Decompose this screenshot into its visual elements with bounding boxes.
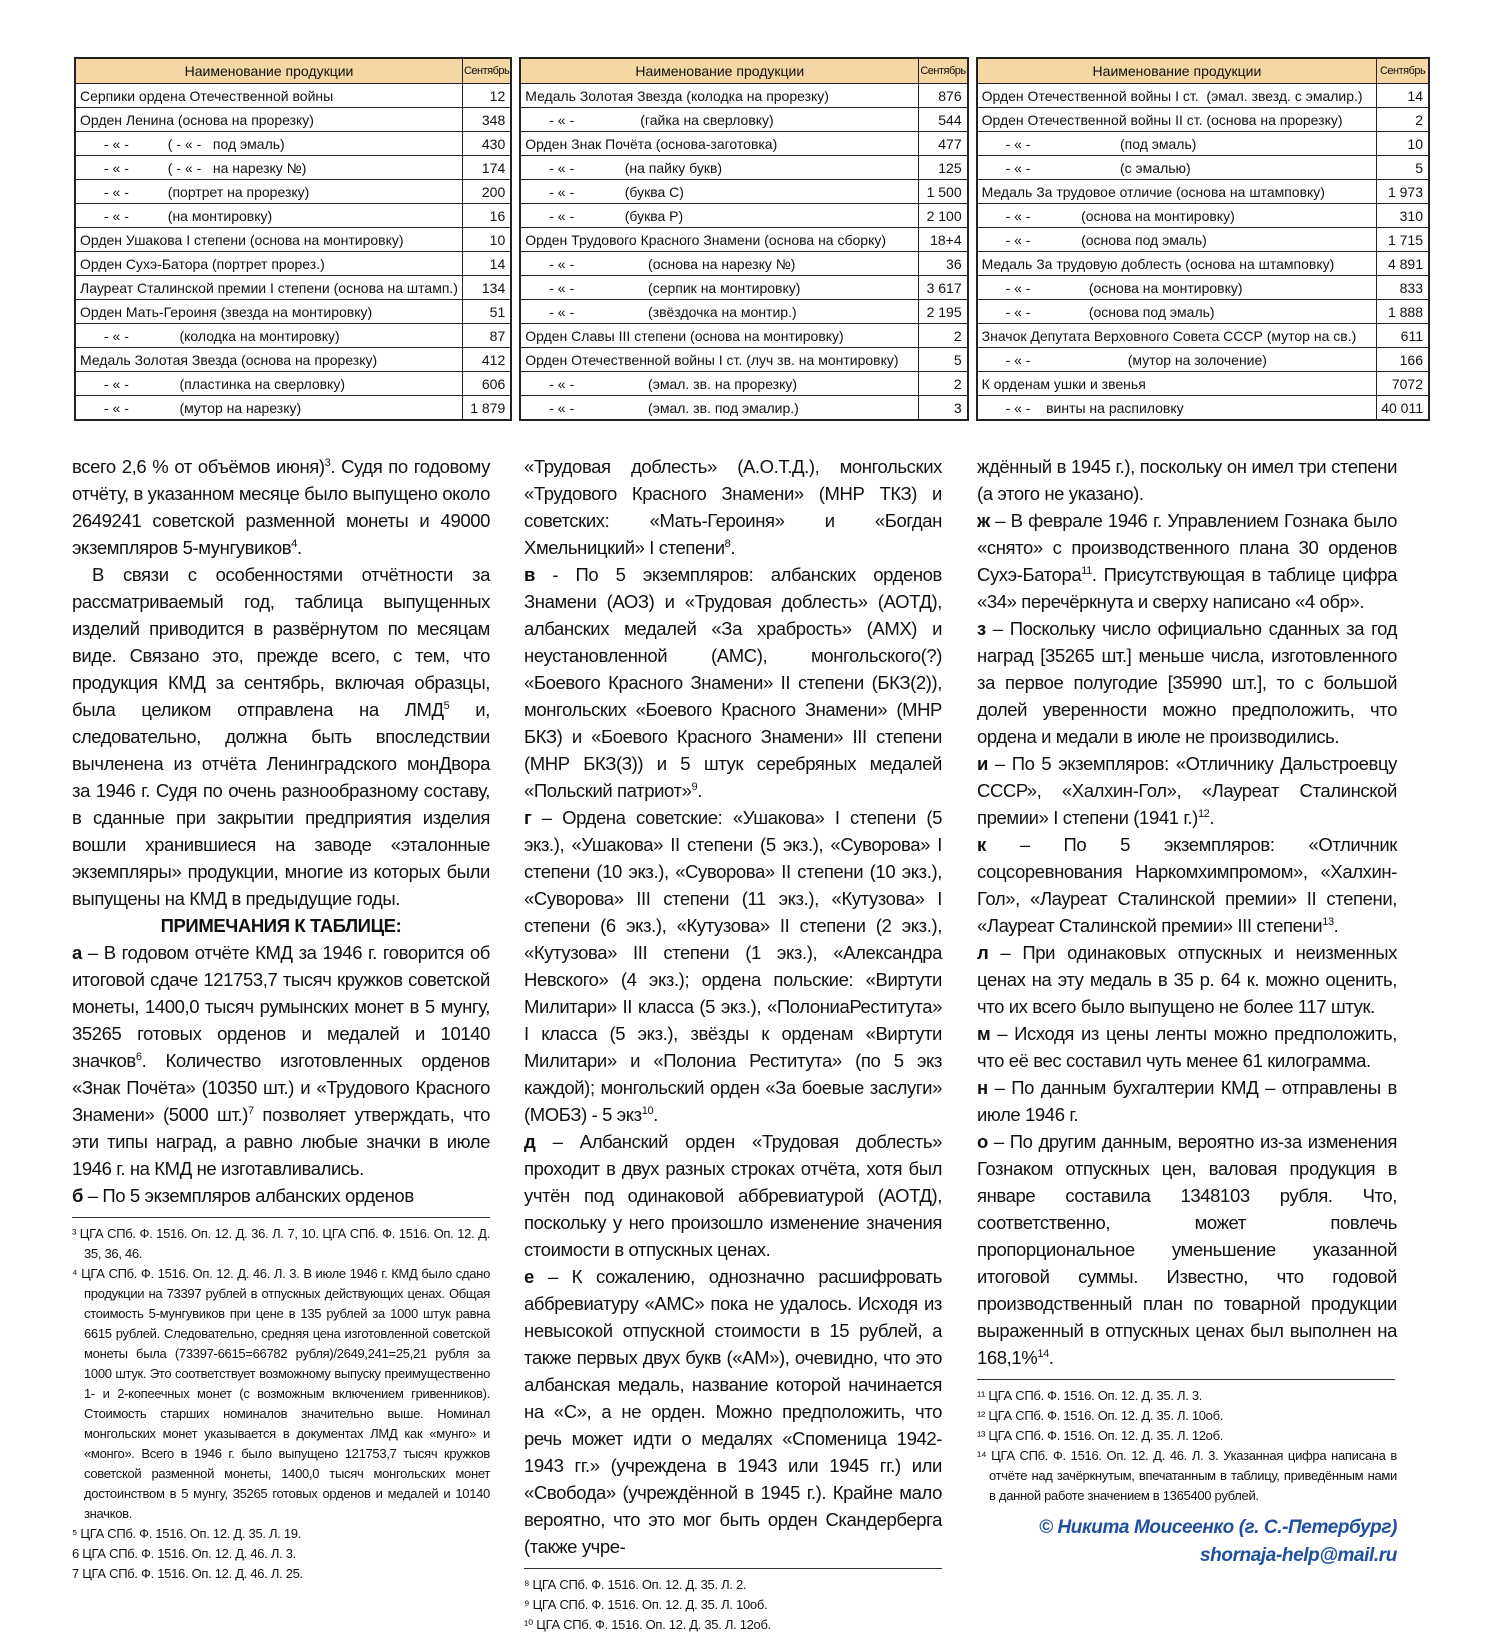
table-row xyxy=(977,372,1429,396)
note-n: н – По данным бухгалтерии КМД – отправлены в июле 1946 г. xyxy=(977,1077,1397,1125)
product-name: - « - (эмал. зв. на прорезку) xyxy=(520,372,919,396)
september-value: 12 xyxy=(462,84,511,108)
table-row xyxy=(977,132,1429,156)
table-row xyxy=(977,348,1429,372)
footnote: ⁴ ЦГА СПб. Ф. 1516. Оп. 12. Д. 46. Л. 3. В июле 1946 г. КМД было сдано продукции на 73397 рублей в отпускных действующих ценах. Общая стоимость 5-мунгувиков при цене в 135 рублей за 1000 штук равна 6615 рублей. Следовательно, средняя цена изготовленной советской монеты была (73397-6615=66782 рубля)/2649,241=25,21 рубля за 1000 штук. Это соответствует возможному выпуску преимущественно 1- и 2-копеечных монет (с возможным включением гривенников). Стоимость старших номиналов значительно выше. Номинал монгольских монет указывается в документах ЛМД как «мунго» и «монго». Всего в 1946 г. было выпущено 121753,7 тысяч кружков советской разменной монеты, 1400,0 тысяч монгольских монет достоинством в 5 мунгу, 35265 готовых орденов и медалей и 10140 значков. xyxy=(72,1266,490,1521)
table-row xyxy=(520,108,967,132)
table-row xyxy=(75,252,511,276)
product-name: - « - (эмал. зв. под эмалир.) xyxy=(520,396,919,421)
note-l: л – При одинаковых отпускных и неизменных ценах на эту медаль в 35 р. 64 к. можно оценить, что их всего было выпущено не более 117 штук. xyxy=(977,942,1397,1017)
paragraph: всего 2,6 % от объёмов июня)$^3$. Судя по годовому отчёту, в указанном месяце было выпущено около 2649241 советской разменной монеты и 49000 экземпляров 5-мунгувиков$^4$. xyxy=(72,456,491,558)
note-i: и – По 5 экземпляров: «Отличнику Дальстроевцу СССР», «Халхин-Гол», «Лауреат Сталинской премии» I степени (1941 г.)$^{12}$. xyxy=(977,753,1397,828)
footnote: ³ ЦГА СПб. Ф. 1516. Оп. 12. Д. 36. Л. 7, 10. ЦГА СПб. Ф. 1516. Оп. 12. Д. 35, 36, 46. xyxy=(72,1226,490,1261)
note-z: з – Поскольку число официально сданных за год наград [35265 шт.] меньше числа, изготовленного за первое полугодие [35990 шт.], то с большой долей уверенности можно предположить, что ордена и медали в июле не производились. xyxy=(977,618,1397,747)
september-value: 430 xyxy=(462,132,511,156)
september-value: 3 xyxy=(919,396,968,421)
product-name: - « - (основа на монтировку) xyxy=(977,276,1377,300)
september-value: 3 617 xyxy=(919,276,968,300)
product-name: Лауреат Сталинской премии I степени (основа на штамп.) xyxy=(75,276,462,300)
note-zh: ж – В феврале 1946 г. Управлением Гознака было «снято» с производственного плана 30 орденов Сухэ-Батора$^{11}$. Присутствующая в таблице цифра «34» перечёркнута и сверху написано «4 обр». xyxy=(977,510,1397,612)
september-value: 1 888 xyxy=(1377,300,1429,324)
table-row xyxy=(75,228,511,252)
september-value: 87 xyxy=(462,324,511,348)
september-value: 2 xyxy=(919,372,968,396)
september-value: 1 973 xyxy=(1377,180,1429,204)
table-row xyxy=(520,228,967,252)
table-row xyxy=(520,84,967,108)
product-name: - « - (серпик на монтировку) xyxy=(520,276,919,300)
product-name: - « - (на монтировку) xyxy=(75,204,462,228)
product-name: - « - (колодка на монтировку) xyxy=(75,324,462,348)
text-column-1 xyxy=(72,453,490,1584)
september-value: 14 xyxy=(462,252,511,276)
footnote: 6 ЦГА СПб. Ф. 1516. Оп. 12. Д. 46. Л. 3. xyxy=(72,1546,296,1561)
table-row xyxy=(977,204,1429,228)
table-row xyxy=(75,180,511,204)
product-name: Медаль За трудовое отличие (основа на штамповку) xyxy=(977,180,1377,204)
product-name: - « - ( - « - под эмаль) xyxy=(75,132,462,156)
product-name: Орден Отечественной войны I ст. (луч зв. на монтировку) xyxy=(520,348,919,372)
footnote-divider xyxy=(524,1568,942,1569)
product-name: - « - ( - « - на нарезку №) xyxy=(75,156,462,180)
table-row xyxy=(977,108,1429,132)
september-value: 5 xyxy=(1377,156,1429,180)
footnote: ¹³ ЦГА СПб. Ф. 1516. Оп. 12. Д. 35. Л. 12об. xyxy=(977,1428,1224,1443)
notes-heading: ПРИМЕЧАНИЯ К ТАБЛИЦЕ: xyxy=(160,915,402,936)
september-value: 310 xyxy=(1377,204,1429,228)
table-row xyxy=(977,300,1429,324)
footnote: ¹⁴ ЦГА СПб. Ф. 1516. Оп. 12. Д. 46. Л. 3. Указанная цифра написана в отчёте над зачёркнутым, впечатанным в таблицу, приведённым нами в данной работе значением в 1365400 рублей. xyxy=(977,1448,1397,1503)
footnote: ¹² ЦГА СПб. Ф. 1516. Оп. 12. Д. 35. Л. 10об. xyxy=(977,1408,1224,1423)
table-row xyxy=(75,204,511,228)
september-value: 2 195 xyxy=(919,300,968,324)
table-row xyxy=(977,276,1429,300)
product-name: - « - (основа под эмаль) xyxy=(977,300,1377,324)
paragraph: «Трудовая доблесть» (А.О.Т.Д.), монгольских «Трудового Красного Знамени» (МНР ТКЗ) и советских: «Мать-Героиня» и «Богдан Хмельницкий» I степени$^8$. xyxy=(524,456,942,558)
note-e: е – К сожалению, однозначно расшифровать аббревиатуру «АМС» пока не удалось. Исходя из невысокой отпускной стоимости в 15 рублей, а также первых двух букв («АМ»), очевидно, что это албанская медаль, название которой начинается на «С», а не орден. Можно предположить, что речь может идти о медалях «Споменица 1942-1943 гг.» (учреждена в 1943 или 1945 гг.) или «Свобода» (учреждённой в 1945 г.). Крайне мало вероятно, что это мог быть орден Скандерберга (также учре- xyxy=(524,1266,942,1557)
footnotes xyxy=(524,1575,942,1635)
september-value: 833 xyxy=(1377,276,1429,300)
table-row xyxy=(520,276,967,300)
september-value: 7072 xyxy=(1377,372,1429,396)
product-name: Орден Знак Почёта (основа-заготовка) xyxy=(520,132,919,156)
september-value: 412 xyxy=(462,348,511,372)
product-name: - « - (буква Р) xyxy=(520,204,919,228)
footnote: 7 ЦГА СПб. Ф. 1516. Оп. 12. Д. 46. Л. 25. xyxy=(72,1566,303,1581)
product-name: Медаль За трудовую доблесть (основа на штамповку) xyxy=(977,252,1377,276)
table-row xyxy=(75,84,511,108)
footnote: ⁵ ЦГА СПб. Ф. 1516. Оп. 12. Д. 35. Л. 19. xyxy=(72,1526,302,1541)
product-name: Орден Ушакова I степени (основа на монтировку) xyxy=(75,228,462,252)
note-d: д – Албанский орден «Трудовая доблесть» проходит в двух разных строках отчёта, хотя был учтён под одинаковой аббревиатурой (АОТД), поскольку у него произошло изменение значения стоимости в отпускных ценах. xyxy=(524,1131,942,1260)
september-value: 16 xyxy=(462,204,511,228)
footnote-divider xyxy=(977,1379,1395,1380)
product-name: Медаль Золотая Звезда (колодка на прорезку) xyxy=(520,84,919,108)
table-row xyxy=(75,156,511,180)
product-name: - « - (с эмалью) xyxy=(977,156,1377,180)
september-value: 2 100 xyxy=(919,204,968,228)
paragraph: ждённый в 1945 г.), поскольку он имел три степени (а этого не указано). xyxy=(977,456,1397,504)
table-row xyxy=(977,180,1429,204)
note-m: м – Исходя из цены ленты можно предположить, что её вес составил чуть менее 61 килограмма. xyxy=(977,1023,1397,1071)
production-table-2 xyxy=(519,57,968,421)
product-name: Медаль Золотая Звезда (основа на прорезку) xyxy=(75,348,462,372)
header-name: Наименование продукции xyxy=(75,58,462,84)
production-table-1 xyxy=(74,57,512,421)
product-name: - « - (буква С) xyxy=(520,180,919,204)
table-row xyxy=(75,372,511,396)
product-name: - « - (портрет на прорезку) xyxy=(75,180,462,204)
table-row xyxy=(75,108,511,132)
product-name: Орден Отечественной войны I ст. (эмал. звезд. с эмалир.) xyxy=(977,84,1377,108)
september-value: 134 xyxy=(462,276,511,300)
author-name: © Никита Моисеенко (г. С.-Петербург) xyxy=(1039,1517,1397,1538)
header-month: Сентябрь xyxy=(1377,58,1429,84)
text-column-2 xyxy=(524,453,942,1635)
september-value: 200 xyxy=(462,180,511,204)
september-value: 10 xyxy=(1377,132,1429,156)
table-row xyxy=(520,372,967,396)
table-row xyxy=(75,276,511,300)
table-row xyxy=(977,84,1429,108)
note-g: г – Ордена советские: «Ушакова» I степени (5 экз.), «Ушакова» II степени (5 экз.), «Суворова» I степени (10 экз.), «Суворова» II степени (10 экз.), «Суворова» III степени (11 экз.), «Кутузова» I степени (6 экз.), «Кутузова» II степени (2 экз.), «Кутузова» III степени (1 экз.), «Александра Невского» (4 экз.); ордена польские: «Виртути Милитари» II класса (5 экз.), «ПолониаРеститута» I класса (5 экз.), звёзды к орденам «Виртути Милитари» и «Полониа Реститута» (по 5 экз каждой); монгольский орден «За боевые заслуги» (МОБЗ) - 5 экз$^{10}$. xyxy=(524,807,942,1125)
september-value: 2 xyxy=(1377,108,1429,132)
table-row xyxy=(520,396,967,421)
product-name: - « - (под эмаль) xyxy=(977,132,1377,156)
product-name: Серпики ордена Отечественной войны xyxy=(75,84,462,108)
note-v: в - По 5 экземпляров: албанских орденов Знамени (АОЗ) и «Трудовая доблесть» (АОТД), албанских медалей «За храбрость» (АМХ) и неустановленной (АМС), монгольского(?) «Боевого Красного Знамени» II степени (БКЗ(2)), монгольских «Боевого Красного Знамени» (МНР БКЗ) и «Боевого Красного Знамени» III степени (МНР БКЗ(3)) и 5 штук серебряных медалей «Польский патриот»$^9$. xyxy=(524,564,942,801)
product-name: - « - винты на распиловку xyxy=(977,396,1377,421)
table-row xyxy=(520,348,967,372)
note-a: а – В годовом отчёте КМД за 1946 г. говорится об итоговой сдаче 121753,7 тысяч кружков советской монеты, 1400,0 тысяч румынских монет в 5 мунгу, 35265 готовых орденов и медалей и 10140 значков$^6$. Количество изготовленных орденов «Знак Почёта» (10350 шт.) и «Трудового Красного Знамени» (5000 шт.)$^7$ позволяет утверждать, что эти типы наград, а равно любые значки в июле 1946 г. на КМД не изготавливались. xyxy=(72,942,490,1179)
product-name: - « - (пластинка на сверловку) xyxy=(75,372,462,396)
september-value: 166 xyxy=(1377,348,1429,372)
september-value: 4 891 xyxy=(1377,252,1429,276)
september-value: 611 xyxy=(1377,324,1429,348)
table-row xyxy=(520,180,967,204)
footnote: ⁹ ЦГА СПб. Ф. 1516. Оп. 12. Д. 35. Л. 10об. xyxy=(524,1597,768,1612)
september-value: 477 xyxy=(919,132,968,156)
september-value: 1 500 xyxy=(919,180,968,204)
table-row xyxy=(977,324,1429,348)
text-column-3 xyxy=(977,453,1397,1570)
production-tables xyxy=(74,57,1430,421)
author-email[interactable]: shornaja-help@mail.ru xyxy=(1199,1545,1397,1566)
header-month: Сентябрь xyxy=(919,58,968,84)
table-row xyxy=(75,300,511,324)
september-value: 5 xyxy=(919,348,968,372)
table-row xyxy=(977,156,1429,180)
table-row xyxy=(520,132,967,156)
table-row xyxy=(977,252,1429,276)
september-value: 1 879 xyxy=(462,396,511,421)
table-row xyxy=(520,204,967,228)
september-value: 10 xyxy=(462,228,511,252)
paragraph: В связи с особенностями отчётности за рассматриваемый год, таблица выпущенных изделий приводится в развёрнутом по месяцам виде. Связано это, прежде всего, с тем, что продукция КМД за сентябрь, включая образцы, была целиком отправлена на ЛМД$^5$ и, следовательно, должна быть впоследствии вычленена из отчёта Ленинградского монДвора за 1946 г. Судя по очень разнообразному составу, в сданные при закрытии предприятия изделия вошли хранившиеся на заводе «эталонные экземпляры» продукции, многие из которых были выпущены на КМД в предыдущие годы. xyxy=(72,564,490,909)
product-name: Орден Мать-Героиня (звезда на монтировку) xyxy=(75,300,462,324)
product-name: Орден Сухэ-Батора (портрет прорез.) xyxy=(75,252,462,276)
product-name: Орден Славы III степени (основа на монтировку) xyxy=(520,324,919,348)
table-row xyxy=(75,348,511,372)
september-value: 18+4 xyxy=(919,228,968,252)
product-name: Орден Ленина (основа на прорезку) xyxy=(75,108,462,132)
footnote: ⁸ ЦГА СПб. Ф. 1516. Оп. 12. Д. 35. Л. 2. xyxy=(524,1577,747,1592)
september-value: 876 xyxy=(919,84,968,108)
note-o: о – По другим данным, вероятно из-за изменения Гознаком отпускных цен, валовая продукция в январе составила 1348103 рубля. Что, соответственно, может повлечь пропорциональное уменьшение указанной итоговой суммы. Известно, что годовой производственный план по товарной продукции выраженный в отпускных ценах был выполнен на 168,1%$^{14}$. xyxy=(977,1131,1397,1368)
september-value: 544 xyxy=(919,108,968,132)
table-row xyxy=(520,324,967,348)
product-name: - « - (мутор на нарезку) xyxy=(75,396,462,421)
footnotes xyxy=(72,1224,490,1584)
september-value: 125 xyxy=(919,156,968,180)
product-name: - « - (на пайку букв) xyxy=(520,156,919,180)
table-row xyxy=(75,324,511,348)
product-name: Орден Трудового Красного Знамени (основа на сборку) xyxy=(520,228,919,252)
september-value: 606 xyxy=(462,372,511,396)
table-row xyxy=(977,228,1429,252)
product-name: - « - (звёздочка на монтир.) xyxy=(520,300,919,324)
header-name: Наименование продукции xyxy=(520,58,919,84)
footnotes xyxy=(977,1386,1397,1506)
footnote: ¹⁰ ЦГА СПб. Ф. 1516. Оп. 12. Д. 35. Л. 12об. xyxy=(524,1617,771,1632)
production-table-3 xyxy=(976,57,1430,421)
note-k: к – По 5 экземпляров: «Отличник соцсоревнования Наркомхимпромом», «Халхин-Гол», «Лауреат Сталинской премии» II степени, «Лауреат Сталинской премии» III степени$^{13}$. xyxy=(977,834,1397,936)
footnote: ¹¹ ЦГА СПб. Ф. 1516. Оп. 12. Д. 35. Л. 3. xyxy=(977,1388,1203,1403)
table-row xyxy=(520,300,967,324)
product-name: К орденам ушки и звенья xyxy=(977,372,1377,396)
header-month: Сентябрь xyxy=(462,58,511,84)
product-name: - « - (основа на монтировку) xyxy=(977,204,1377,228)
september-value: 36 xyxy=(919,252,968,276)
september-value: 14 xyxy=(1377,84,1429,108)
footnote-divider xyxy=(72,1217,490,1218)
september-value: 40 011 xyxy=(1377,396,1429,421)
table-row xyxy=(977,396,1429,421)
product-name: - « - (основа на нарезку №) xyxy=(520,252,919,276)
september-value: 348 xyxy=(462,108,511,132)
september-value: 174 xyxy=(462,156,511,180)
product-name: - « - (гайка на сверловку) xyxy=(520,108,919,132)
author-credit xyxy=(977,1514,1397,1570)
header-name: Наименование продукции xyxy=(977,58,1377,84)
table-row xyxy=(520,156,967,180)
september-value: 1 715 xyxy=(1377,228,1429,252)
note-b: б – По 5 экземпляров албанских орденов xyxy=(72,1185,414,1206)
table-row xyxy=(75,132,511,156)
table-row xyxy=(75,396,511,421)
product-name: Орден Отечественной войны II ст. (основа на прорезку) xyxy=(977,108,1377,132)
september-value: 2 xyxy=(919,324,968,348)
product-name: - « - (мутор на золочение) xyxy=(977,348,1377,372)
table-row xyxy=(520,252,967,276)
september-value: 51 xyxy=(462,300,511,324)
product-name: - « - (основа под эмаль) xyxy=(977,228,1377,252)
product-name: Значок Депутата Верховного Совета СССР (мутор на св.) xyxy=(977,324,1377,348)
